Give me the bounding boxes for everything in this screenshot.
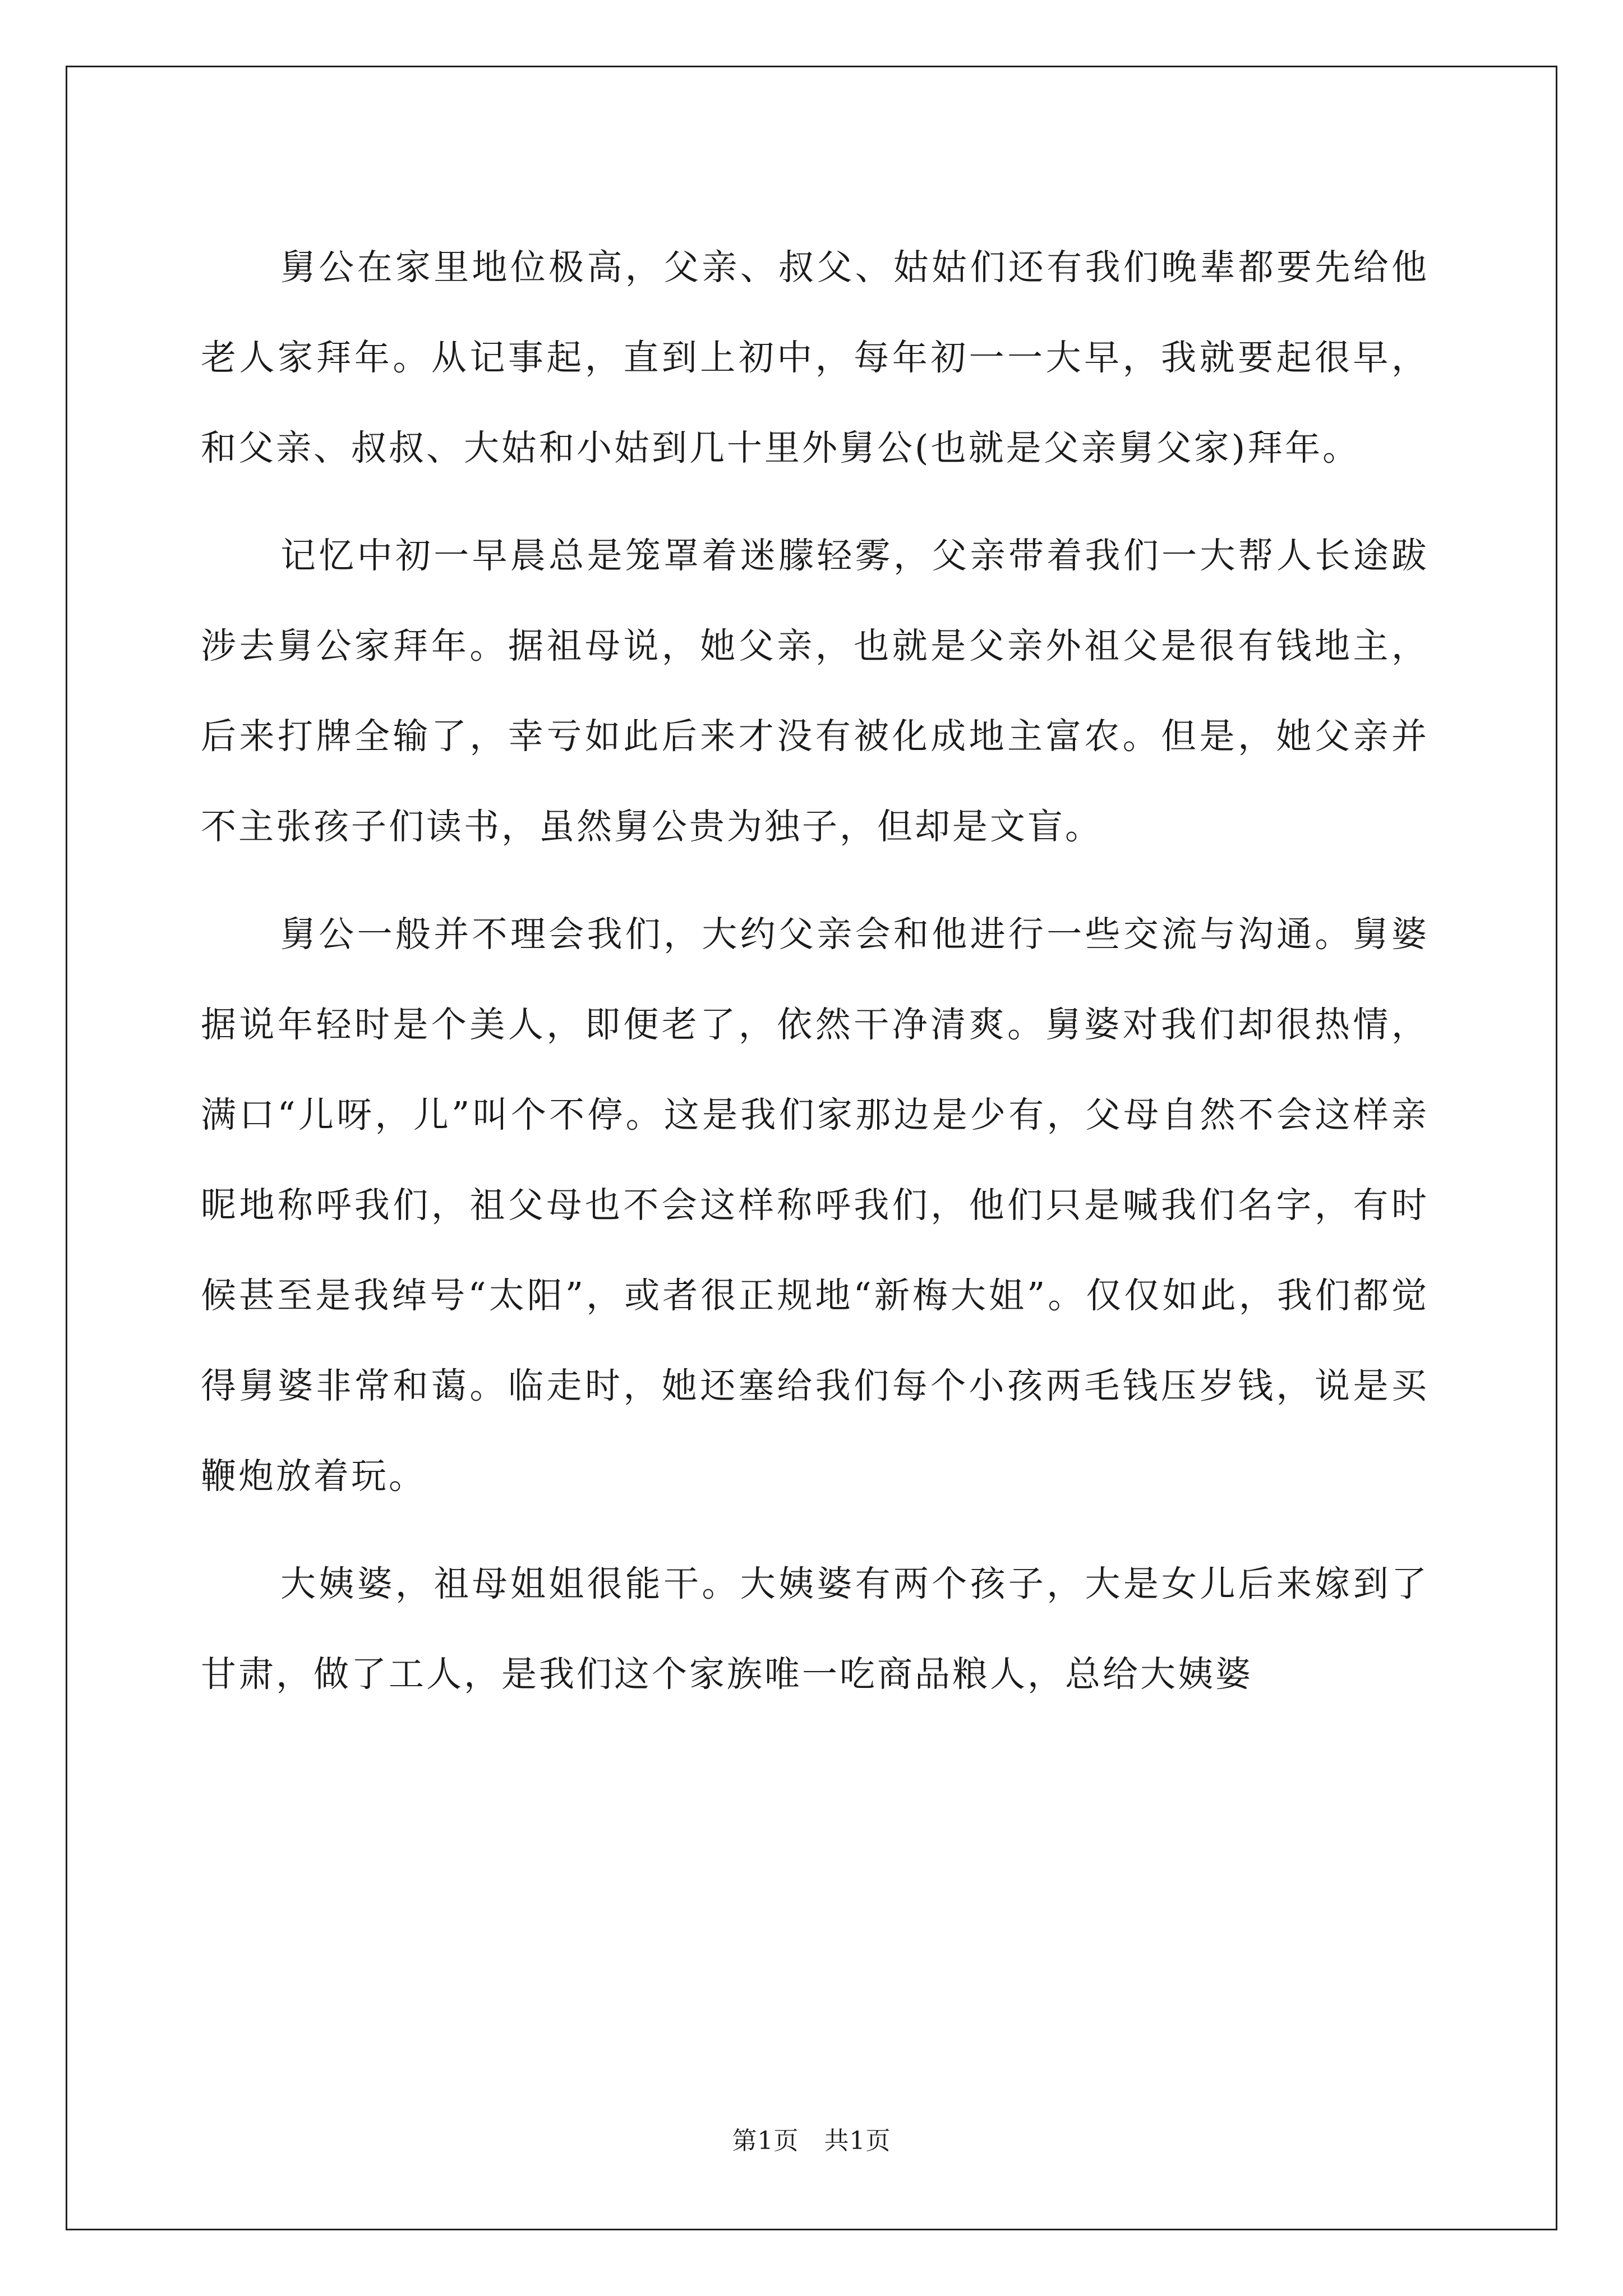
document-body	[201, 222, 1429, 1737]
paragraph-1: 舅公在家里地位极高，父亲、叔父、姑姑们还有我们晚辈都要先给他老人家拜年。从记事起，直到上初中，每年初一一大早，我就要起很早，和父亲、叔叔、大姑和小姑到几十里外舅公(也就是父亲舅父家)拜年。	[201, 247, 1429, 468]
paragraph-3: 舅公一般并不理会我们，大约父亲会和他进行一些交流与沟通。舅婆据说年轻时是个美人，即便老了，依然干净清爽。舅婆对我们却很热情，满口“儿呀，儿”叫个不停。这是我们家那边是少有，父母自然不会这样亲昵地称呼我们，祖父母也不会这样称呼我们，他们只是喊我们名字，有时候甚至是我绰号“太阳”，或者很正规地“新梅大姐”。仅仅如此，我们都觉得舅婆非常和蔼。临走时，她还塞给我们每个小孩两毛钱压岁钱，说是买鞭炮放着玩。	[201, 914, 1429, 1497]
page-footer: 第1页 共1页	[732, 2127, 891, 2155]
paragraph-2: 记忆中初一早晨总是笼罩着迷朦轻雾，父亲带着我们一大帮人长途跋涉去舅公家拜年。据祖母说，她父亲，也就是父亲外祖父是很有钱地主，后来打牌全输了，幸亏如此后来才没有被化成地主富农。但是，她父亲并不主张孩子们读书，虽然舅公贵为独子，但却是文盲。	[201, 535, 1429, 847]
paragraph-4: 大姨婆，祖母姐姐很能干。大姨婆有两个孩子，大是女儿后来嫁到了甘肃，做了工人，是我们这个家族唯一吃商品粮人，总给大姨婆	[201, 1563, 1429, 1695]
